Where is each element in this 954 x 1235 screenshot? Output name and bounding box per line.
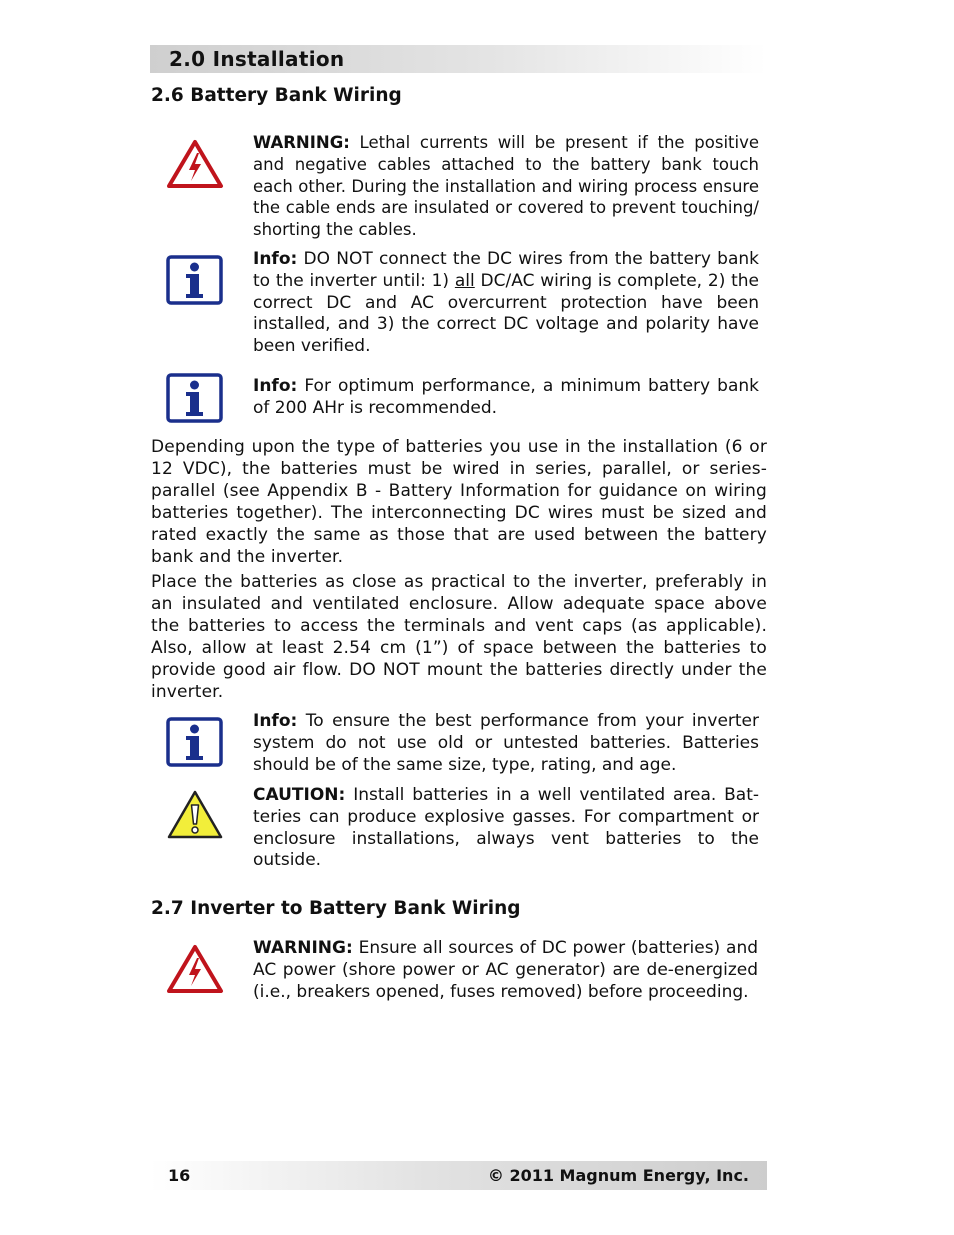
info-callout-1 (253, 249, 759, 358)
caution-label: CAUTION: (253, 785, 346, 805)
page-number: 16 (168, 1166, 191, 1185)
info-callout-2 (253, 376, 759, 420)
info-text-after: DC/AC wiring is complete, 2) the correct DC and AC overcurrent protection have been installed, and 3) the correct DC voltage and polarity have been verified. (253, 270, 760, 357)
info-text: To ensure the best performance from your inverter system do not use old or untested batteries. Batteries should be of the same size, type, rating, and age. (253, 711, 760, 775)
warning-label: WARNING: (253, 938, 353, 958)
copyright: © 2011 Magnum Energy, Inc. (487, 1166, 749, 1185)
paragraph-battery-placement: Place the batteries as close as practical to the inverter, preferably in an insulated and ventilated enclosure. Allow adequate space above the batteries to access the terminals and vent caps (as applicable). Also, allow at least 2.54 cm (1”) of space between the batteries to provide good air flow. DO NOT mount the batteries directly under the inverter. (151, 572, 767, 702)
info-callout-3 (253, 711, 759, 776)
electrical-hazard-icon (166, 944, 224, 994)
paragraph-battery-wiring: Depending upon the type of batteries you use in the installation (6 or 12 VDC), the batteries must be wired in series, parallel, or series-parallel (see Appendix B - Battery Information for guidance on wiring batteries together). The interconnecting DC wires must be sized and rated exactly the same as those that are used between the battery bank and the inverter. (151, 437, 767, 567)
header-title: 2.0 Installation (169, 47, 345, 71)
info-icon (166, 255, 223, 305)
warning-callout-1 (253, 132, 759, 241)
info-label: Info: (253, 376, 298, 396)
info-text: For optimum performance, a minimum battery bank of 200 AHr is recommended. (253, 376, 759, 418)
info-text-before: DO NOT connect the DC wires from the battery bank to the inverter until: 1) (253, 249, 760, 291)
info-text-underlined: all (454, 270, 475, 291)
header-bar (150, 45, 767, 73)
section-title-2-6: 2.6 Battery Bank Wiring (151, 85, 402, 106)
footer-bar (150, 1161, 767, 1190)
info-icon (166, 373, 223, 423)
caution-icon (166, 789, 224, 841)
info-label: Info: (253, 249, 298, 269)
caution-callout (253, 785, 759, 872)
info-icon (166, 717, 223, 767)
warning-callout-2 (253, 938, 758, 1003)
section-title-2-7: 2.7 Inverter to Battery Bank Wiring (151, 898, 521, 919)
warning-text: Ensure all sources of DC power (batteries) and AC power (shore power or AC generator) are de-energized (i.e., breakers opened, fuses removed) before proceeding. (253, 938, 759, 1002)
caution-text: Install batteries in a well ventilated area. Bat-teries can produce explosive gasses. For compartment or enclosure installations, always vent batteries to the outside. (253, 785, 760, 871)
warning-text: Lethal currents will be present if the positive and negative cables attached to the battery bank touch each other. During the installation and wiring process ensure the cable ends are insulated or covered to prevent touching/ shorting the cables. (253, 133, 759, 240)
info-label: Info: (253, 711, 298, 731)
electrical-hazard-icon (166, 139, 224, 189)
warning-label: WARNING: (253, 133, 350, 152)
